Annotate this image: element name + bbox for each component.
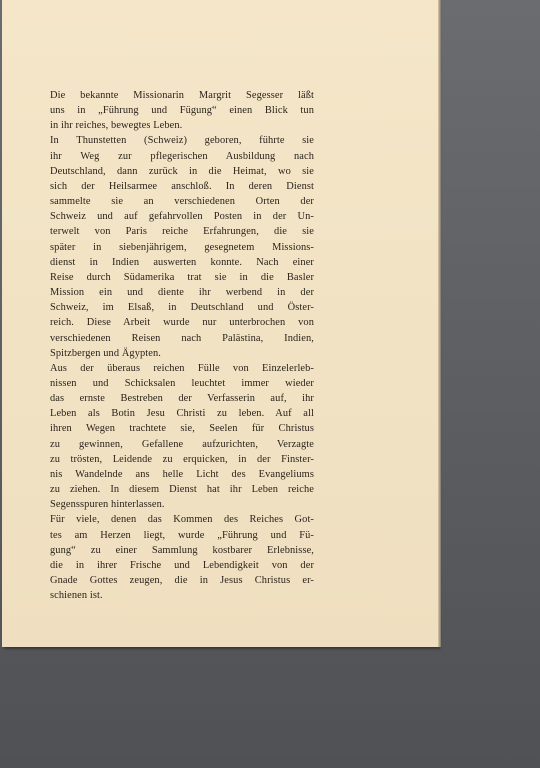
text-line: verschiedenen Reisen nach Palästina, Indien, bbox=[50, 332, 314, 344]
text-line: Aus der überaus reichen Fülle von Einzelerleb- bbox=[50, 362, 314, 374]
text-line: Schweiz und auf gefahrvollen Posten in der Un- bbox=[50, 211, 314, 223]
text-line: später in siebenjährigem, gesegnetem Missions- bbox=[50, 241, 314, 253]
text-line: zu trösten, Leidende zu erquicken, in der Finster- bbox=[50, 453, 314, 465]
blurb-paragraph bbox=[50, 133, 314, 360]
text-line: Für viele, denen das Kommen des Reiches Got- bbox=[50, 514, 314, 526]
blurb-paragraph bbox=[50, 361, 314, 513]
text-line: sammelte sie an verschiedenen Orten der bbox=[50, 196, 314, 208]
text-line: Die bekannte Missionarin Margrit Segesser läßt bbox=[50, 90, 314, 101]
text-line: terwelt von Paris reiche Erfahrungen, die sie bbox=[50, 226, 314, 238]
text-line: nissen und Schicksalen leuchtet immer wieder bbox=[50, 377, 314, 389]
text-line: zu ziehen. In diesem Dienst hat ihr Leben reiche bbox=[50, 484, 314, 496]
text-line: die in ihrer Frische und Lebendigkeit von der bbox=[50, 559, 314, 571]
text-line: ihr Weg zur pflegerischen Ausbildung nach bbox=[50, 150, 314, 162]
text-line: Gnade Gottes zeugen, die in Jesus Christus er- bbox=[50, 575, 314, 586]
blurb-paragraph bbox=[50, 88, 314, 133]
blurb-text bbox=[50, 88, 314, 603]
text-line: Mission ein und diente ihr werbend in der bbox=[50, 287, 314, 299]
text-line: das ernste Bestreben der Verfasserin auf, ihr bbox=[50, 393, 314, 405]
text-line: ihren Wegen trachtete sie, Seelen für Christus bbox=[50, 423, 314, 435]
text-line: schienen ist. bbox=[50, 590, 103, 602]
text-line: gung“ zu einer Sammlung kostbarer Erlebnisse, bbox=[50, 544, 314, 556]
text-line: in ihr reiches, bewegtes Leben. bbox=[50, 120, 183, 132]
text-line: nis Wandelnde ans helle Licht des Evangeliums bbox=[50, 468, 314, 480]
text-line: In Thunstetten (Schweiz) geboren, führte sie bbox=[50, 135, 314, 147]
text-line: sich der Heilsarmee anschloß. In deren Dienst bbox=[50, 180, 314, 192]
text-line: tes am Herzen liegt, wurde „Führung und Fü- bbox=[50, 529, 314, 541]
text-line: dienst in Indien auswerten konnte. Nach einer bbox=[50, 256, 314, 268]
text-line: Reise durch Südamerika trat sie in die Basler bbox=[50, 271, 314, 283]
text-line: Deutschland, dann zurück in die Heimat, wo sie bbox=[50, 165, 314, 177]
text-line: Schweiz, im Elsaß, in Deutschland und Öster- bbox=[50, 302, 314, 314]
text-line: Segensspuren hinterlassen. bbox=[50, 499, 165, 511]
text-line: uns in „Führung und Fügung“ einen Blick tun bbox=[50, 105, 314, 117]
blurb-paragraph bbox=[50, 512, 314, 603]
book-back-cover bbox=[2, 0, 438, 647]
text-line: reich. Diese Arbeit wurde nur unterbrochen von bbox=[50, 317, 314, 329]
text-line: Leben als Botin Jesu Christi zu leben. Auf all bbox=[50, 408, 314, 420]
text-line: Spitzbergen und Ägypten. bbox=[50, 347, 162, 359]
text-line: zu gewinnen, Gefallene aufzurichten, Verzagte bbox=[50, 438, 314, 450]
